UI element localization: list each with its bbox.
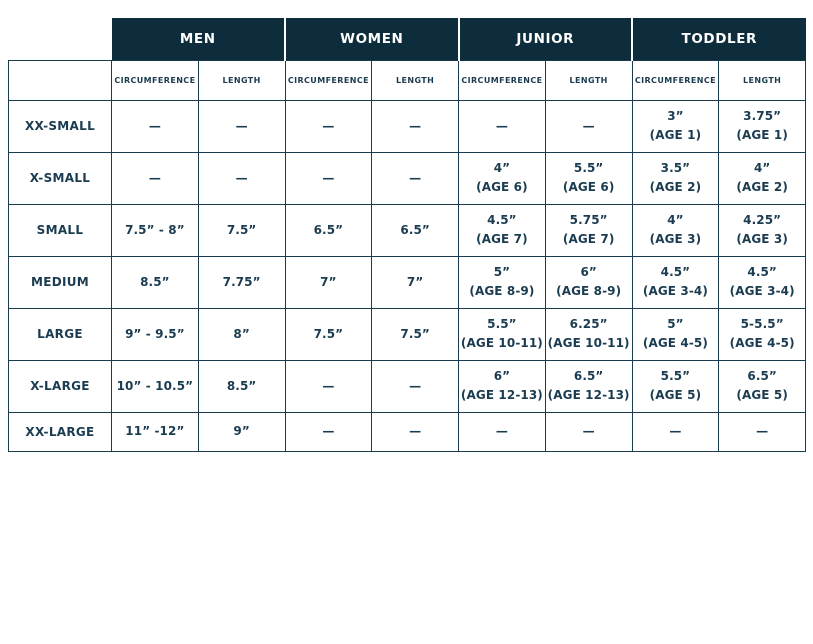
- value-cell: [198, 308, 285, 360]
- value-cell: [198, 152, 285, 204]
- subheader-blank: [9, 60, 112, 100]
- table-row: [9, 412, 806, 451]
- cell-line: 5”: [493, 265, 511, 279]
- value-cell: [632, 256, 719, 308]
- cell-line: 7.75”: [222, 274, 261, 289]
- cell-line: —: [148, 170, 161, 185]
- value-cell: [459, 256, 546, 308]
- cell-line: —: [235, 118, 248, 133]
- subheader-men-length: LENGTH: [198, 60, 285, 100]
- cell-line: 9” - 9.5”: [125, 326, 185, 341]
- cell-line: (AGE 2): [736, 180, 788, 194]
- cell-line: (AGE 3): [649, 232, 702, 246]
- subheader-junior-length: LENGTH: [545, 60, 632, 100]
- cell-line: 5-5.5”: [740, 317, 784, 331]
- value-cell: [632, 360, 719, 412]
- cell-line: 6.5”: [573, 369, 604, 383]
- cell-line: 3.5”: [660, 161, 691, 175]
- cell-line: (AGE 5): [736, 388, 788, 402]
- cell-line: 7”: [320, 274, 337, 289]
- value-cell: [545, 412, 632, 451]
- value-cell: [632, 100, 719, 152]
- value-cell: [459, 152, 546, 204]
- cell-line: —: [756, 424, 769, 438]
- value-cell: [545, 256, 632, 308]
- cell-line: (AGE 3-4): [642, 284, 708, 298]
- size-table-body: [9, 100, 806, 451]
- cell-line: —: [148, 118, 161, 133]
- cell-line: 5.5”: [487, 317, 517, 331]
- value-cell: [372, 308, 459, 360]
- cell-line: (AGE 3): [736, 232, 788, 246]
- value-cell: [459, 100, 546, 152]
- value-cell: [285, 256, 372, 308]
- value-cell: [632, 152, 719, 204]
- value-cell: [285, 100, 372, 152]
- subheader-women-circumference: CIRCUMFERENCE: [285, 60, 372, 100]
- value-cell: [545, 204, 632, 256]
- cell-line: 4”: [753, 161, 771, 175]
- cell-line: 4”: [493, 161, 511, 175]
- cell-line: 6.5”: [747, 369, 777, 383]
- value-cell: [459, 308, 546, 360]
- value-cell: [372, 256, 459, 308]
- table-row: [9, 204, 806, 256]
- cell-line: —: [322, 424, 335, 438]
- value-cell: [459, 412, 546, 451]
- cell-line: 5”: [667, 317, 684, 331]
- cell-line: 6.5”: [313, 222, 344, 237]
- value-cell: [112, 360, 199, 412]
- group-header-men: MEN: [112, 18, 286, 60]
- cell-line: 4”: [667, 213, 684, 227]
- size-label: X-LARGE: [9, 360, 112, 412]
- value-cell: [112, 152, 199, 204]
- corner-cell: [9, 18, 112, 60]
- cell-line: —: [235, 170, 248, 185]
- cell-line: —: [495, 424, 508, 438]
- cell-line: 7.5”: [400, 326, 430, 341]
- cell-line: 7”: [406, 274, 424, 289]
- value-cell: [545, 308, 632, 360]
- subheader-toddler-length: LENGTH: [719, 60, 806, 100]
- cell-line: (AGE 10-11): [460, 336, 543, 350]
- cell-line: (AGE 2): [649, 180, 702, 194]
- value-cell: [372, 412, 459, 451]
- cell-line: 5.5”: [573, 161, 604, 175]
- cell-line: (AGE 1): [736, 128, 788, 142]
- value-cell: [719, 256, 806, 308]
- cell-line: (AGE 5): [649, 388, 702, 402]
- value-cell: [372, 360, 459, 412]
- value-cell: [545, 152, 632, 204]
- table-row: [9, 256, 806, 308]
- value-cell: [719, 152, 806, 204]
- size-label: XX-SMALL: [9, 100, 112, 152]
- cell-line: —: [322, 118, 335, 133]
- value-cell: [459, 204, 546, 256]
- group-header-toddler: TODDLER: [632, 18, 806, 60]
- cell-line: 5.5”: [660, 369, 691, 383]
- cell-line: —: [409, 170, 422, 185]
- cell-line: 11” -12”: [125, 424, 185, 438]
- subheader-men-circumference: CIRCUMFERENCE: [112, 60, 199, 100]
- value-cell: [372, 204, 459, 256]
- cell-line: —: [582, 118, 595, 133]
- size-chart-table: [8, 18, 806, 452]
- value-cell: [112, 100, 199, 152]
- group-header-women: WOMEN: [285, 18, 459, 60]
- value-cell: [545, 360, 632, 412]
- value-cell: [285, 308, 372, 360]
- value-cell: [372, 100, 459, 152]
- subheader-row: [9, 60, 806, 100]
- value-cell: [372, 152, 459, 204]
- cell-line: 6”: [493, 369, 511, 383]
- cell-line: (AGE 3-4): [729, 284, 795, 298]
- value-cell: [112, 412, 199, 451]
- cell-line: (AGE 6): [476, 180, 528, 194]
- cell-line: —: [582, 424, 595, 438]
- cell-line: 6.5”: [400, 222, 430, 237]
- value-cell: [112, 204, 199, 256]
- cell-line: 4.5”: [660, 265, 691, 279]
- group-header-junior: JUNIOR: [459, 18, 633, 60]
- cell-line: (AGE 12-13): [547, 388, 630, 402]
- size-label: X-SMALL: [9, 152, 112, 204]
- table-row: [9, 308, 806, 360]
- value-cell: [198, 204, 285, 256]
- cell-line: (AGE 8-9): [469, 284, 535, 298]
- size-label: SMALL: [9, 204, 112, 256]
- cell-line: (AGE 7): [562, 232, 615, 246]
- cell-line: (AGE 6): [562, 180, 615, 194]
- value-cell: [719, 360, 806, 412]
- cell-line: —: [409, 424, 422, 438]
- value-cell: [719, 412, 806, 451]
- subheader-toddler-circumference: CIRCUMFERENCE: [632, 60, 719, 100]
- subheader-junior-circumference: CIRCUMFERENCE: [459, 60, 546, 100]
- value-cell: [285, 204, 372, 256]
- value-cell: [198, 412, 285, 451]
- cell-line: 7.5”: [313, 326, 344, 341]
- value-cell: [285, 412, 372, 451]
- value-cell: [545, 100, 632, 152]
- value-cell: [719, 308, 806, 360]
- cell-line: (AGE 12-13): [460, 388, 543, 402]
- value-cell: [459, 360, 546, 412]
- value-cell: [112, 256, 199, 308]
- value-cell: [112, 308, 199, 360]
- group-header-row: [9, 18, 806, 60]
- cell-line: 3.75”: [743, 109, 782, 123]
- cell-line: —: [322, 170, 335, 185]
- value-cell: [285, 360, 372, 412]
- cell-line: 10” - 10.5”: [116, 378, 194, 393]
- cell-line: 3”: [667, 109, 684, 123]
- cell-line: —: [669, 424, 682, 438]
- value-cell: [198, 100, 285, 152]
- cell-line: 9”: [233, 424, 250, 438]
- cell-line: 4.5”: [487, 213, 517, 227]
- cell-line: (AGE 7): [476, 232, 528, 246]
- cell-line: 8.5”: [140, 274, 170, 289]
- cell-line: (AGE 1): [649, 128, 702, 142]
- value-cell: [632, 412, 719, 451]
- cell-line: 8.5”: [226, 378, 257, 393]
- table-row: [9, 152, 806, 204]
- value-cell: [285, 152, 372, 204]
- cell-line: —: [409, 118, 422, 133]
- value-cell: [198, 360, 285, 412]
- value-cell: [198, 256, 285, 308]
- cell-line: 7.5”: [226, 222, 257, 237]
- cell-line: (AGE 4-5): [729, 336, 795, 350]
- value-cell: [632, 204, 719, 256]
- table-row: [9, 100, 806, 152]
- cell-line: 7.5” - 8”: [125, 222, 185, 237]
- cell-line: 5.75”: [569, 213, 608, 227]
- cell-line: 4.25”: [743, 213, 782, 227]
- size-label: MEDIUM: [9, 256, 112, 308]
- cell-line: —: [409, 378, 422, 393]
- cell-line: —: [322, 378, 335, 393]
- cell-line: (AGE 10-11): [547, 336, 630, 350]
- table-row: [9, 360, 806, 412]
- size-label: LARGE: [9, 308, 112, 360]
- cell-line: 8”: [233, 326, 250, 341]
- subheader-women-length: LENGTH: [372, 60, 459, 100]
- value-cell: [719, 204, 806, 256]
- size-label: XX-LARGE: [9, 412, 112, 451]
- cell-line: (AGE 8-9): [556, 284, 622, 298]
- cell-line: 4.5”: [747, 265, 777, 279]
- cell-line: (AGE 4-5): [642, 336, 708, 350]
- value-cell: [719, 100, 806, 152]
- cell-line: 6”: [580, 265, 597, 279]
- cell-line: 6.25”: [569, 317, 608, 331]
- value-cell: [632, 308, 719, 360]
- cell-line: —: [495, 118, 508, 133]
